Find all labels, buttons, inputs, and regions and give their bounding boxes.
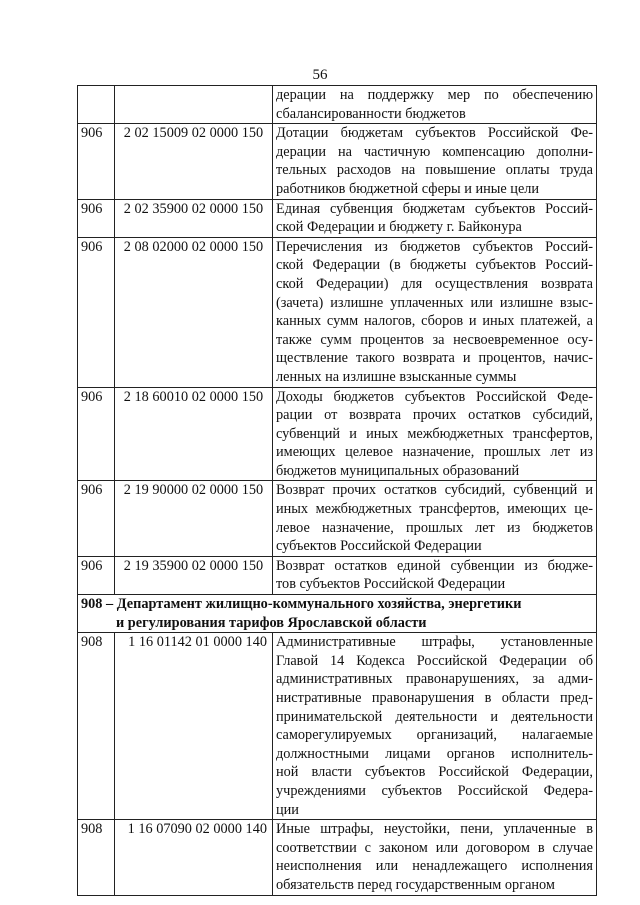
table-row <box>78 199 597 237</box>
budget-classification-code-cell: 2 19 90000 02 0000 150 <box>115 481 273 556</box>
revenue-description-cell <box>273 237 597 387</box>
description-line: тов субъектов Российской Федерации <box>276 576 506 593</box>
admin-code-cell: 908 <box>78 820 115 895</box>
admin-code-cell: 906 <box>78 387 115 481</box>
revenue-description-cell <box>273 556 597 594</box>
section-heading-line: и регулирования тарифов Ярославской области <box>116 614 427 631</box>
admin-code-cell: 906 <box>78 124 115 199</box>
budget-classification-code-cell: 1 16 01142 01 0000 140 <box>115 633 273 820</box>
budget-classification-code-cell: 2 02 15009 02 0000 150 <box>115 124 273 199</box>
description-line: также сумм процентов за несвоевременное осу- <box>276 331 593 348</box>
description-line: тельных расходов на повышение оплаты труда <box>276 162 593 179</box>
admin-code-cell <box>78 86 115 124</box>
description-line: соответствии с законом или договором в случае <box>276 839 593 856</box>
table-row <box>78 237 597 387</box>
description-line: ленных на излишне взысканные суммы <box>276 368 517 385</box>
description-line: дерации на поддержку мер по обеспечению <box>276 87 593 103</box>
revenue-description-cell <box>273 86 597 124</box>
revenue-description-cell <box>273 633 597 820</box>
description-line: бюджетов муниципальных образований <box>276 462 520 479</box>
budget-classification-code-cell: 2 02 35900 02 0000 150 <box>115 199 273 237</box>
description-line: ской Федерации и бюджету г. Байконура <box>276 219 522 236</box>
table-row <box>78 820 597 895</box>
table-row <box>78 124 597 199</box>
admin-code-cell: 906 <box>78 556 115 594</box>
budget-classification-code-cell: 2 18 60010 02 0000 150 <box>115 387 273 481</box>
revenue-description-cell <box>273 481 597 556</box>
description-line: Единая субвенция бюджетам субъектов Россий- <box>276 200 593 217</box>
description-line: ществление такого возврата и процентов, начис- <box>276 350 593 367</box>
page-number: 56 <box>312 67 328 83</box>
revenue-description-cell <box>273 124 597 199</box>
admin-code-cell: 906 <box>78 199 115 237</box>
table-row <box>78 633 597 820</box>
description-line: Возврат остатков единой субвенции из бюдже- <box>276 557 593 574</box>
description-line: принимательской деятельности и деятельности <box>276 708 593 725</box>
description-line: работников бюджетной сферы и иные цели <box>276 180 540 197</box>
table-row <box>78 481 597 556</box>
description-line: Главой 14 Кодекса Российской Федерации об <box>276 652 593 669</box>
description-line: Административные штрафы, установленные <box>276 634 593 651</box>
description-line: имеющих целевое назначение, прошлых лет из <box>276 444 593 461</box>
description-line: Возврат прочих остатков субсидий, субвенций и <box>276 482 593 499</box>
budget-classification-code-cell: 2 08 02000 02 0000 150 <box>115 237 273 387</box>
department-section-heading <box>78 595 597 633</box>
description-line: саморегулируемых организаций, налагаемые <box>276 727 593 744</box>
budget-classification-code-cell <box>115 86 273 124</box>
description-line: левое назначение, прошлых лет из бюджетов <box>276 519 593 536</box>
revenue-description-cell <box>273 387 597 481</box>
description-line: Доходы бюджетов субъектов Российской Феде- <box>276 388 593 405</box>
description-line: (зачета) излишне уплаченных или излишне взыс- <box>276 294 593 311</box>
description-line: должностными лицами органов исполнитель- <box>276 745 593 762</box>
revenue-codes-table <box>77 85 597 896</box>
admin-code-cell: 908 <box>78 633 115 820</box>
budget-classification-code-cell: 2 19 35900 02 0000 150 <box>115 556 273 594</box>
description-line: ской Федерации) для осуществления возврата <box>276 275 593 292</box>
budget-classification-code-cell: 1 16 07090 02 0000 140 <box>115 820 273 895</box>
description-line: обязательств перед государственным органом <box>276 876 555 893</box>
admin-code-cell: 906 <box>78 237 115 387</box>
revenue-description-cell <box>273 820 597 895</box>
description-line: субъектов Российской Федерации <box>276 538 482 555</box>
table-row <box>78 556 597 594</box>
description-line: канных сумм налогов, сборов и иных платежей, а <box>276 313 593 330</box>
description-line: Дотации бюджетам субъектов Российской Фе- <box>276 125 593 142</box>
description-line: сбалансированности бюджетов <box>276 105 466 122</box>
description-line: субвенций и иных межбюджетных трансфертов, <box>276 425 593 442</box>
description-line: учреждениями субъектов Российской Федера- <box>276 782 593 799</box>
department-section-row <box>78 595 597 633</box>
description-line: Иные штрафы, неустойки, пени, уплаченные в <box>276 821 593 838</box>
description-line: нистративные правонарушения в области пред- <box>276 690 593 706</box>
description-line: административных правонарушениях, за адми- <box>276 671 593 688</box>
description-line: ции <box>276 801 299 818</box>
admin-code-cell: 906 <box>78 481 115 556</box>
description-line: рации от возврата прочих остатков субсидий, <box>276 407 593 424</box>
description-line: неисполнения или ненадлежащего исполнения <box>276 858 593 875</box>
table-row <box>78 387 597 481</box>
description-line: ской Федерации (в бюджеты субъектов Россий- <box>276 257 593 274</box>
revenue-description-cell <box>273 199 597 237</box>
description-line: иных межбюджетных трансфертов, имеющих це- <box>276 501 593 518</box>
table-row <box>78 86 597 124</box>
description-line: ной власти субъектов Российской Федерации, <box>276 764 593 781</box>
description-line: Перечисления из бюджетов субъектов Россий- <box>276 238 593 255</box>
section-heading-line: 908 – Департамент жилищно-коммунального хозяйства, энергетики <box>81 596 522 613</box>
description-line: дерации на частичную компенсацию дополни- <box>276 143 593 160</box>
